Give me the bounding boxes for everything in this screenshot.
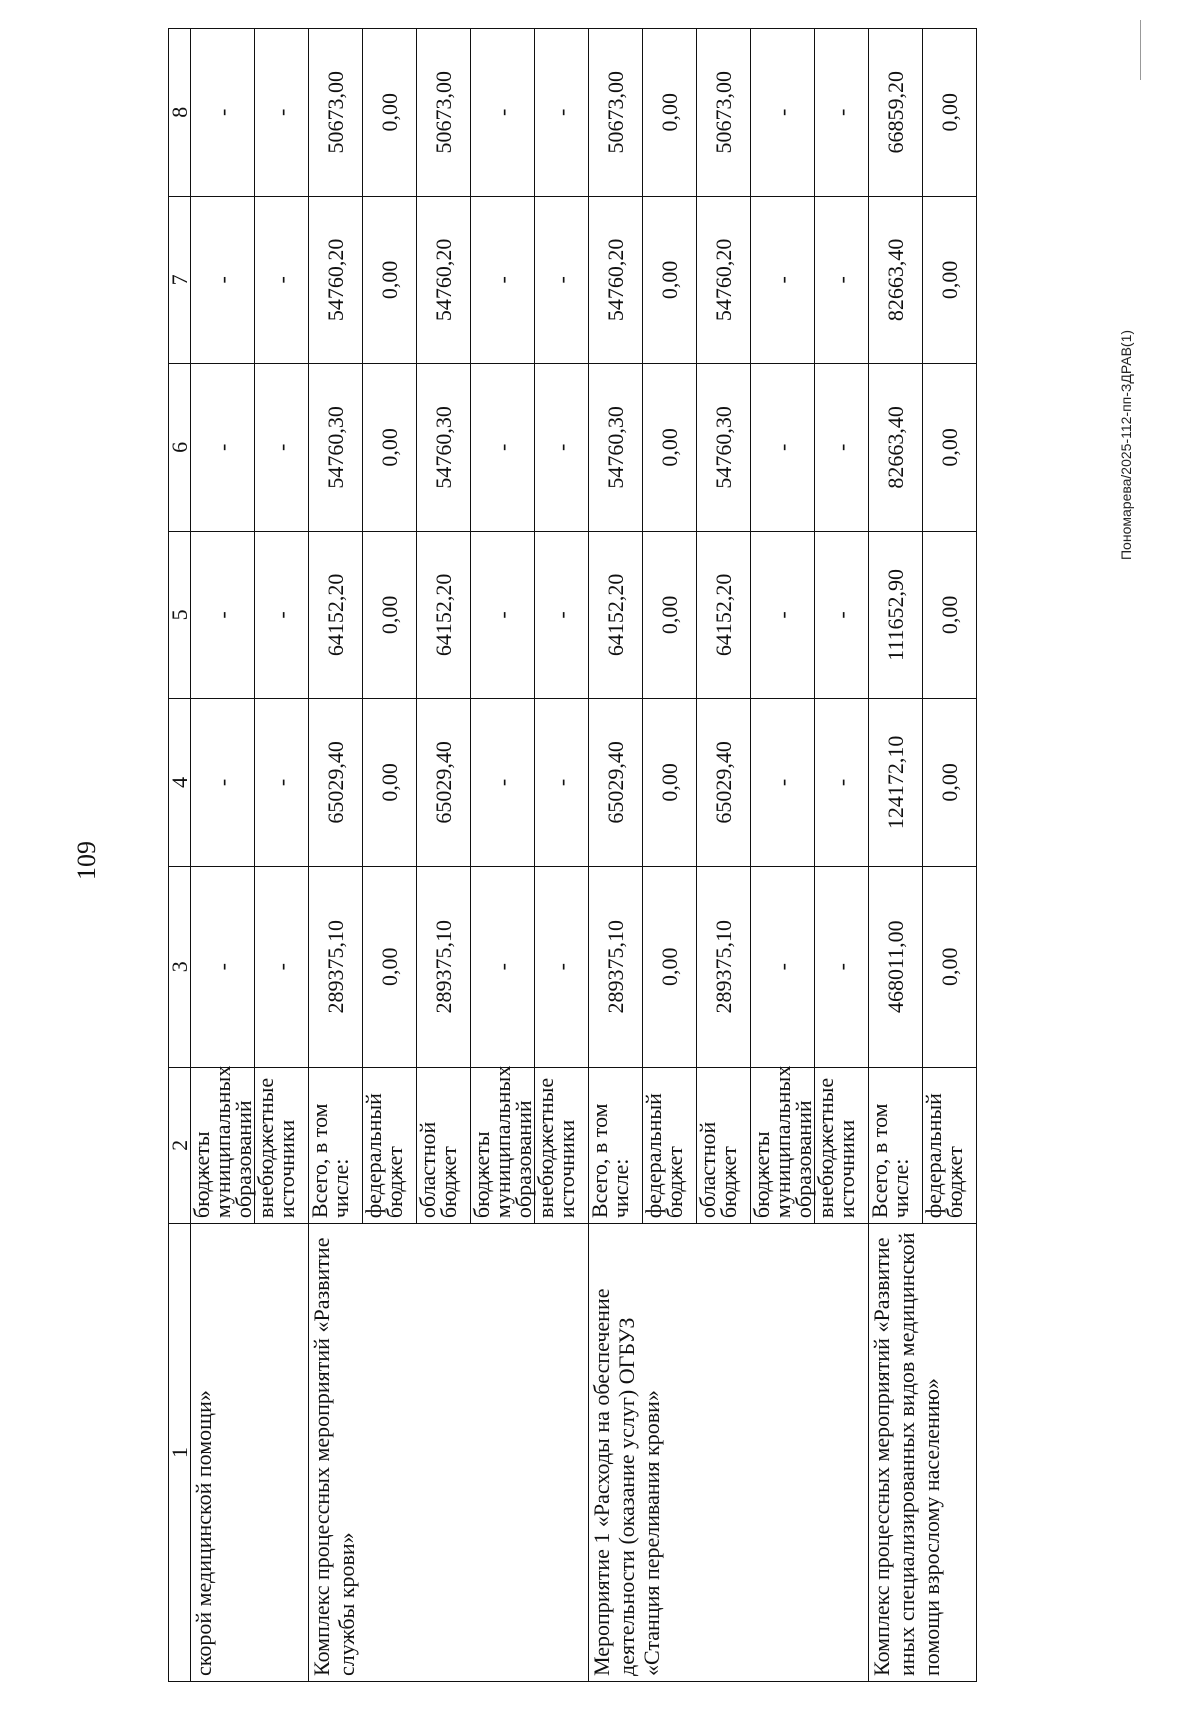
- amount-cell: -: [471, 531, 535, 699]
- funding-source-cell: бюджеты муниципальных образований: [751, 1067, 815, 1223]
- amount-cell: 0,00: [923, 866, 977, 1067]
- amount-cell: 0,00: [363, 866, 417, 1067]
- funding-source-cell: Всего, в том числе:: [589, 1067, 643, 1223]
- amount-cell: -: [535, 866, 589, 1067]
- amount-cell: 0,00: [643, 531, 697, 699]
- amount-cell: 50673,00: [589, 29, 643, 197]
- amount-cell: -: [751, 29, 815, 197]
- funding-source-cell: областной бюджет: [417, 1067, 471, 1223]
- column-header: 7: [169, 196, 191, 364]
- amount-cell: 0,00: [363, 699, 417, 867]
- amount-cell: -: [815, 531, 869, 699]
- amount-cell: 54760,20: [309, 196, 363, 364]
- amount-cell: -: [191, 699, 255, 867]
- amount-cell: -: [815, 364, 869, 532]
- table-body: [191, 29, 977, 1682]
- amount-cell: -: [255, 866, 309, 1067]
- budget-table: [168, 28, 977, 1682]
- funding-source-cell: бюджеты муниципальных образований: [191, 1067, 255, 1223]
- amount-cell: -: [191, 364, 255, 532]
- amount-cell: 0,00: [923, 29, 977, 197]
- amount-cell: 66859,20: [869, 29, 923, 197]
- amount-cell: -: [535, 29, 589, 197]
- amount-cell: 0,00: [923, 196, 977, 364]
- amount-cell: -: [815, 29, 869, 197]
- amount-cell: -: [535, 531, 589, 699]
- amount-cell: 65029,40: [309, 699, 363, 867]
- amount-cell: 0,00: [643, 699, 697, 867]
- amount-cell: -: [471, 866, 535, 1067]
- funding-source-cell: федеральный бюджет: [923, 1067, 977, 1223]
- amount-cell: 65029,40: [417, 699, 471, 867]
- amount-cell: -: [471, 699, 535, 867]
- amount-cell: -: [471, 364, 535, 532]
- amount-cell: -: [751, 531, 815, 699]
- amount-cell: -: [751, 196, 815, 364]
- amount-cell: 289375,10: [589, 866, 643, 1067]
- amount-cell: 64152,20: [309, 531, 363, 699]
- amount-cell: -: [751, 866, 815, 1067]
- column-header: 8: [169, 29, 191, 197]
- amount-cell: 289375,10: [309, 866, 363, 1067]
- group-blood-station-measure: Мероприятие 1 «Расходы на обеспечение деятельности (оказание услуг) ОГБУЗ «Станция переливания крови»: [589, 1224, 869, 1682]
- amount-cell: 0,00: [363, 531, 417, 699]
- amount-cell: 0,00: [363, 29, 417, 197]
- column-number-row: [169, 29, 191, 1682]
- amount-cell: 50673,00: [309, 29, 363, 197]
- amount-cell: 82663,40: [869, 364, 923, 532]
- amount-cell: -: [255, 29, 309, 197]
- amount-cell: 64152,20: [697, 531, 751, 699]
- funding-source-cell: бюджеты муниципальных образований: [471, 1067, 535, 1223]
- amount-cell: 0,00: [643, 866, 697, 1067]
- amount-cell: 65029,40: [589, 699, 643, 867]
- amount-cell: 50673,00: [697, 29, 751, 197]
- amount-cell: -: [471, 29, 535, 197]
- funding-source-cell: федеральный бюджет: [363, 1067, 417, 1223]
- scan-edge-line: [1140, 20, 1141, 80]
- amount-cell: -: [751, 364, 815, 532]
- amount-cell: -: [255, 196, 309, 364]
- amount-cell: -: [751, 699, 815, 867]
- amount-cell: 0,00: [923, 364, 977, 532]
- amount-cell: 111652,90: [869, 531, 923, 699]
- column-header: 6: [169, 364, 191, 532]
- amount-cell: 54760,20: [417, 196, 471, 364]
- funding-source-cell: областной бюджет: [697, 1067, 751, 1223]
- amount-cell: 64152,20: [417, 531, 471, 699]
- column-header: 3: [169, 866, 191, 1067]
- amount-cell: -: [815, 196, 869, 364]
- amount-cell: -: [815, 699, 869, 867]
- amount-cell: -: [255, 364, 309, 532]
- table-row: [589, 29, 643, 1682]
- amount-cell: 54760,20: [697, 196, 751, 364]
- column-header: 1: [169, 1224, 191, 1682]
- amount-cell: 54760,30: [309, 364, 363, 532]
- amount-cell: 82663,40: [869, 196, 923, 364]
- funding-source-cell: внебюджетные источники: [535, 1067, 589, 1223]
- amount-cell: 124172,10: [869, 699, 923, 867]
- amount-cell: -: [535, 364, 589, 532]
- amount-cell: -: [191, 29, 255, 197]
- amount-cell: 0,00: [923, 699, 977, 867]
- amount-cell: 54760,30: [697, 364, 751, 532]
- amount-cell: 0,00: [363, 196, 417, 364]
- group-ambulance-continuation: скорой медицинской помощи»: [191, 1224, 309, 1682]
- amount-cell: 65029,40: [697, 699, 751, 867]
- amount-cell: -: [255, 699, 309, 867]
- funding-source-cell: Всего, в том числе:: [869, 1067, 923, 1223]
- column-header: 5: [169, 531, 191, 699]
- amount-cell: 0,00: [643, 29, 697, 197]
- amount-cell: -: [535, 196, 589, 364]
- amount-cell: 289375,10: [417, 866, 471, 1067]
- amount-cell: -: [191, 196, 255, 364]
- amount-cell: -: [191, 531, 255, 699]
- amount-cell: 54760,30: [417, 364, 471, 532]
- amount-cell: 64152,20: [589, 531, 643, 699]
- amount-cell: -: [471, 196, 535, 364]
- amount-cell: -: [255, 531, 309, 699]
- amount-cell: 54760,20: [589, 196, 643, 364]
- amount-cell: 54760,30: [589, 364, 643, 532]
- column-header: 2: [169, 1067, 191, 1223]
- amount-cell: 0,00: [643, 364, 697, 532]
- funding-source-cell: внебюджетные источники: [255, 1067, 309, 1223]
- page-number: 109: [72, 841, 101, 880]
- funding-source-cell: Всего, в том числе:: [309, 1067, 363, 1223]
- funding-source-cell: федеральный бюджет: [643, 1067, 697, 1223]
- amount-cell: -: [191, 866, 255, 1067]
- amount-cell: 50673,00: [417, 29, 471, 197]
- table-row: [309, 29, 363, 1682]
- amount-cell: -: [815, 866, 869, 1067]
- amount-cell: -: [535, 699, 589, 867]
- footer-document-code: Пономарева/2025-112-пп-ЗДРАВ(1): [1118, 329, 1134, 560]
- table-row: [191, 29, 255, 1682]
- amount-cell: 0,00: [923, 531, 977, 699]
- amount-cell: 468011,00: [869, 866, 923, 1067]
- column-header: 4: [169, 699, 191, 867]
- amount-cell: 0,00: [643, 196, 697, 364]
- amount-cell: 289375,10: [697, 866, 751, 1067]
- group-specialized-care-complex: Комплекс процессных мероприятий «Развитие иных специализированных видов медицинской помощи взрослому населению»: [869, 1224, 977, 1682]
- group-blood-service-complex: Комплекс процессных мероприятий «Развитие службы крови»: [309, 1224, 589, 1682]
- funding-source-cell: внебюджетные источники: [815, 1067, 869, 1223]
- amount-cell: 0,00: [363, 364, 417, 532]
- table-row: [869, 29, 923, 1682]
